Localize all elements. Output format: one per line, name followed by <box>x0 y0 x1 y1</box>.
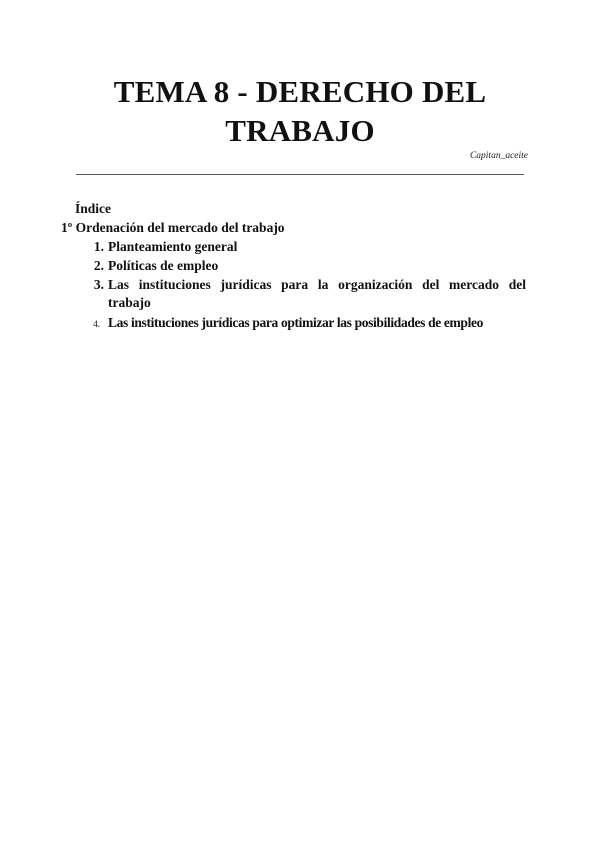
document-title-line-2: TRABAJO <box>225 113 375 148</box>
list-item-number: 1. <box>93 239 104 254</box>
list-item: Planteamiento general <box>108 239 238 254</box>
list-item-number: 3. <box>93 277 104 292</box>
section-heading: 1º Ordenación del mercado del trabajo <box>61 220 285 235</box>
list-item-line: trabajo <box>108 295 151 310</box>
list-item: Políticas de empleo <box>108 258 219 273</box>
list-item <box>108 276 526 312</box>
document-title-line-1: TEMA 8 - DERECHO DEL <box>113 74 487 109</box>
list-item-number: 4. <box>93 319 100 329</box>
list-item-number: 2. <box>93 258 104 273</box>
author-name: Capitan_aceite <box>469 151 528 161</box>
index-heading: Índice <box>75 201 112 216</box>
list-item-line: Las instituciones jurídicas para la organización del mercado del <box>108 277 526 292</box>
header-divider <box>76 174 524 175</box>
list-item: Las instituciones jurídicas para optimizar las posibilidades de empleo <box>108 315 484 330</box>
